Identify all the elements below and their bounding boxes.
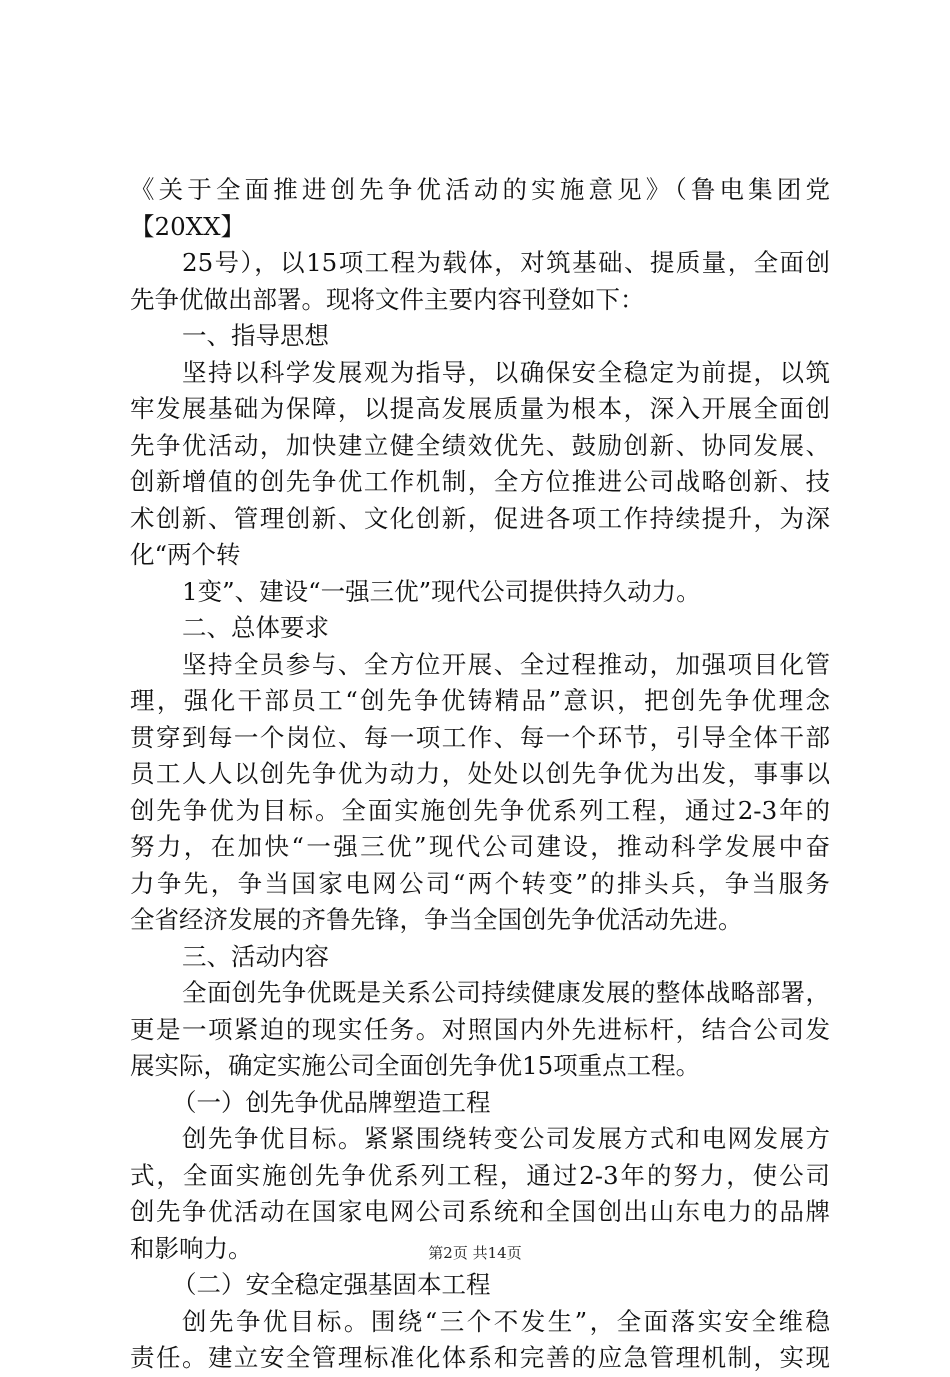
body-line: 1变”、建设“一强三优”现代公司提供持久动力。: [182, 576, 701, 606]
body-line: 牢发展基础为保障，以提高发展质量为根本，深入开展全面创: [130, 394, 830, 423]
body-line: 创先争优活动在国家电网公司系统和全国创出山东电力的品牌: [130, 1197, 830, 1226]
body-line: 先争优活动，加快建立健全绩效优先、鼓励创新、协同发展、: [130, 430, 830, 460]
document-body: [130, 172, 830, 1377]
body-line: 力争先，争当国家电网公司“两个转变”的排头兵，争当服务: [130, 868, 830, 898]
body-line: 式，全面实施创先争优系列工程，通过2-3年的努力，使公司: [130, 1160, 830, 1190]
page-footer: 第2页 共14页: [428, 1244, 522, 1262]
body-line: （一）创先争优品牌塑造工程: [172, 1087, 491, 1117]
body-line: 创先争优目标。围绕“三个不发生”，全面落实安全维稳: [182, 1306, 830, 1336]
body-line: 责任。建立安全管理标准化体系和完善的应急管理机制，实现: [130, 1343, 830, 1372]
body-line: 坚持全员参与、全方位开展、全过程推动，加强项目化管: [182, 649, 830, 679]
body-line: 创先争优目标。紧紧围绕转变公司发展方式和电网发展方: [182, 1124, 830, 1153]
body-line: 员工人人以创先争优为动力，处处以创先争优为出发，事事以: [130, 759, 830, 788]
body-line: 更是一项紧迫的现实任务。对照国内外先进标杆，结合公司发: [130, 1014, 830, 1044]
body-line: 全面创先争优既是关系公司持续健康发展的整体战略部署，: [182, 978, 830, 1007]
body-line: 二、总体要求: [182, 613, 329, 642]
body-line: （二）安全稳定强基固本工程: [172, 1270, 491, 1299]
body-line: 25号），以15项工程为载体，对筑基础、提质量，全面创: [182, 248, 830, 277]
body-line: 创先争优为目标。全面实施创先争优系列工程，通过2-3年的: [130, 795, 830, 825]
body-line: 全省经济发展的齐鲁先锋，争当全国创先争优活动先进。: [130, 905, 743, 934]
body-line: 展实际，确定实施公司全面创先争优15项重点工程。: [130, 1051, 701, 1080]
body-line: 先争优做出部署。现将文件主要内容刊登如下：: [130, 284, 645, 314]
body-line: 一、指导思想: [182, 321, 329, 350]
body-line: 理，强化干部员工“创先争优铸精品”意识，把创先争优理念: [130, 686, 830, 715]
body-line: 贯穿到每一个岗位、每一项工作、每一个环节，引导全体干部: [130, 722, 830, 752]
body-line: 努力，在加快“一强三优”现代公司建设，推动科学发展中奋: [130, 832, 830, 861]
body-line: 《关于全面推进创先争优活动的实施意见》（鲁电集团党: [130, 175, 830, 204]
body-line: 【20XX】: [130, 211, 246, 241]
body-line: 坚持以科学发展观为指导，以确保安全稳定为前提，以筑: [182, 357, 830, 387]
body-line: 和影响力。: [130, 1233, 253, 1263]
body-line: 三、活动内容: [182, 941, 329, 971]
body-line: 术创新、管理创新、文化创新，促进各项工作持续提升，为深: [130, 503, 830, 533]
body-line: 创新增值的创先争优工作机制，全方位推进公司战略创新、技: [130, 467, 830, 496]
body-line: 化“两个转: [130, 540, 241, 569]
